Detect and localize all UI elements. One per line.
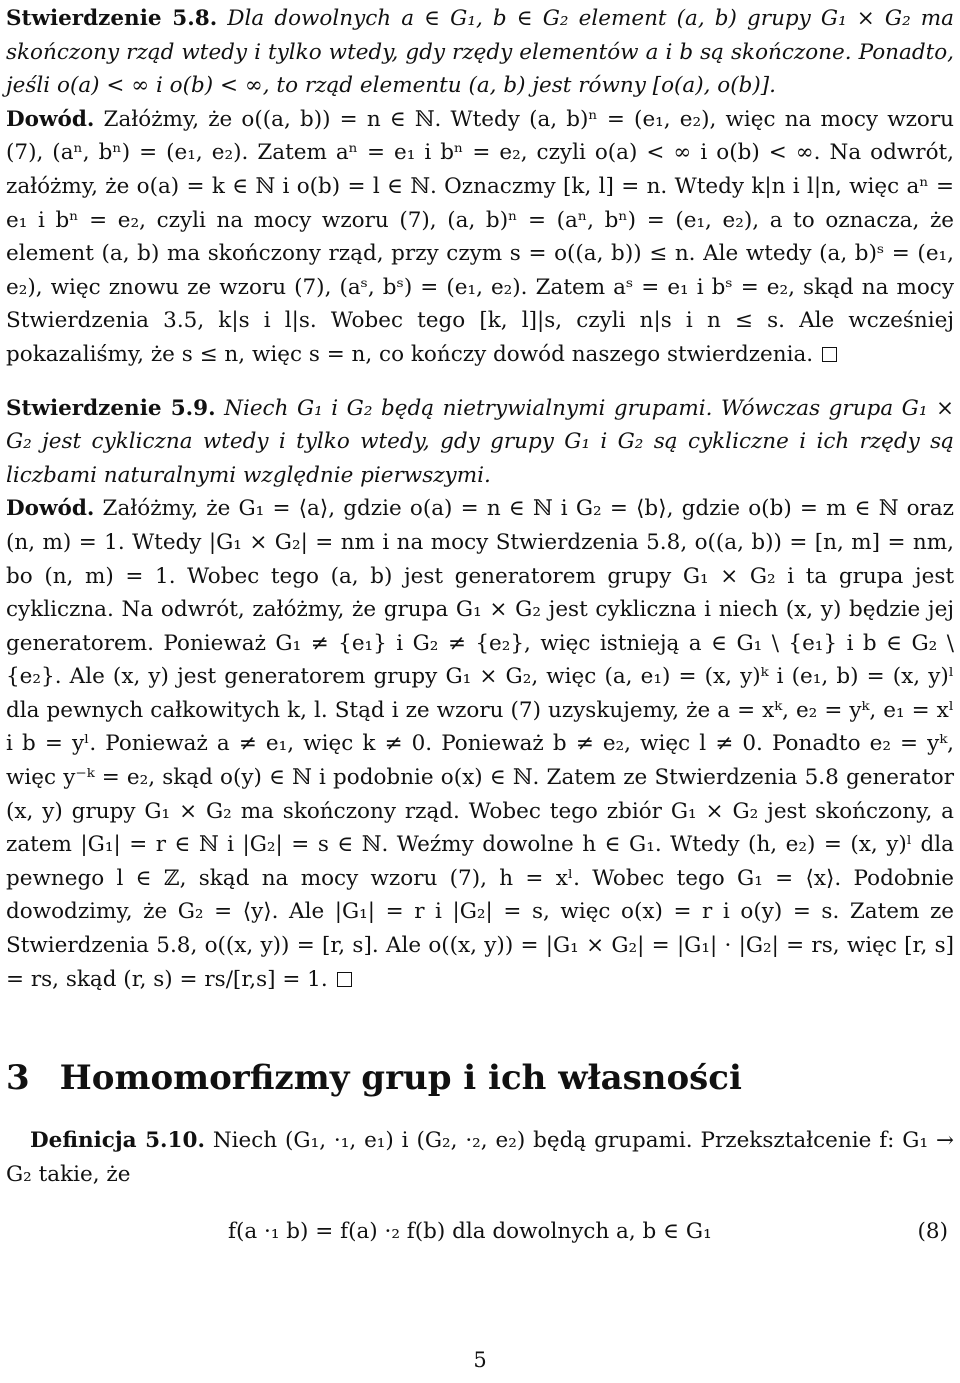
proof-5-9 bbox=[6, 492, 954, 996]
section-title: Homomorfizmy grup i ich własności bbox=[59, 1058, 742, 1099]
proof-label: Dowód. bbox=[6, 106, 95, 132]
statement-label: Stwierdzenie 5.9. bbox=[6, 395, 216, 421]
qed-square-icon bbox=[822, 347, 837, 362]
definition-label: Definicja 5.10. bbox=[30, 1128, 205, 1154]
statement-5-8 bbox=[6, 2, 954, 103]
proof-5-8 bbox=[6, 103, 954, 372]
proof-body: Załóżmy, że G₁ = ⟨a⟩, gdzie o(a) = n ∈ ℕ i G₂ = ⟨b⟩, gdzie o(b) = m ∈ ℕ oraz (n, m) = 1. Wtedy |G₁ × G₂| = nm i na mocy Stwierdzenia 5.8, o((a, b)) = [n, m] = nm, bo (n, m) = 1. Wobec tego (a, b) jest generatorem grupy G₁ × G₂ i ta grupa jest cykliczna. Na odwrót, załóżmy, że grupa G₁ × G₂ jest cykliczna i niech (x, y) będzie jej generatorem. Ponieważ G₁ ≠ {e₁} i G₂ ≠ {e₂}, więc istnieją a ∈ G₁ \ {e₁} i b ∈ G₂ \ {e₂}. Ale (x, y) jest generatorem grupy G₁ × G₂, więc (a, e₁) = (x, y)ᵏ i (e₁, b) = (x, y)ˡ dla pewnych całkowitych k, l. Stąd i ze wzoru (7) uzyskujemy, że a = xᵏ, e₂ = yᵏ, e₁ = xˡ i b = yˡ. Ponieważ a ≠ e₁, więc k ≠ 0. Ponieważ b ≠ e₂, więc l ≠ 0. Ponadto e₂ = yᵏ, więc y⁻ᵏ = e₂, skąd o(y) ∈ ℕ i podobnie o(x) ∈ ℕ. Zatem ze Stwierdzenia 5.8 generator (x, y) grupy G₁ × G₂ ma skończony rząd. Wobec tego zbiór G₁ × G₂ jest skończony, a zatem |G₁| = r ∈ ℕ i |G₂| = s ∈ ℕ. Weźmy dowolne h ∈ G₁. Wtedy (h, e₂) = (x, y)ˡ dla pewnego l ∈ ℤ, skąd na mocy wzoru (7), h = xˡ. Wobec tego G₁ = ⟨x⟩. Podobnie dowodzimy, że G₂ = ⟨y⟩. Ale |G₁| = r i |G₂| = s, więc o(x) = r i o(y) = s. Zatem ze Stwierdzenia 5.8, o((x, y)) = [r, s]. Ale o((x, y)) = |G₁ × G₂| = |G₁| · |G₂| = rs, więc [r, s] = rs, skąd (r, s) = rs/[r,s] = 1. bbox=[6, 496, 954, 992]
section-heading bbox=[6, 1056, 954, 1100]
statement-body: Dla dowolnych a ∈ G₁, b ∈ G₂ element (a, b) grupy G₁ × G₂ ma skończony rząd wtedy i tylko wtedy, gdy rzędy elementów a i b są skończone. Ponadto, jeśli o(a) < ∞ i o(b) < ∞, to rząd elementu (a, b) jest równy [o(a), o(b)]. bbox=[6, 6, 955, 99]
equation-formula: f(a ·₁ b) = f(a) ·₂ f(b) dla dowolnych a, b ∈ G₁ bbox=[228, 1219, 712, 1245]
statement-body: Niech G₁ i G₂ będą nietrywialnymi grupami. Wówczas grupa G₁ × G₂ jest cykliczna wtedy i tylko wtedy, gdy grupy G₁ i G₂ są cykliczne i ich rzędy są liczbami naturalnymi względnie pierwszymi. bbox=[6, 395, 954, 488]
definition-5-10 bbox=[6, 1124, 954, 1191]
equation-8 bbox=[6, 1215, 954, 1249]
definition-body: Niech (G₁, ·₁, e₁) i (G₂, ·₂, e₂) będą grupami. Przekształcenie f: G₁ → G₂ takie, że bbox=[6, 1128, 954, 1187]
section-number: 3 bbox=[6, 1058, 30, 1099]
proof-label: Dowód. bbox=[6, 496, 95, 522]
statement-5-9 bbox=[6, 392, 954, 493]
page-number: 5 bbox=[473, 1348, 487, 1372]
statement-label: Stwierdzenie 5.8. bbox=[6, 6, 218, 31]
proof-body: Załóżmy, że o((a, b)) = n ∈ ℕ. Wtedy (a, b)ⁿ = (e₁, e₂), więc na mocy wzoru (7), (aⁿ, bⁿ) = (e₁, e₂). Zatem aⁿ = e₁ i bⁿ = e₂, czyli o(a) < ∞ i o(b) < ∞. Na odwrót, załóżmy, że o(a) = k ∈ ℕ i o(b) = l ∈ ℕ. Oznaczmy [k, l] = n. Wtedy k|n i l|n, więc aⁿ = e₁ i bⁿ = e₂, czyli na mocy wzoru (7), (a, b)ⁿ = (aⁿ, bⁿ) = (e₁, e₂), a to oznacza, że element (a, b) ma skończony rząd, przy czym s = o((a, b)) ≤ n. Ale wtedy (a, b)ˢ = (e₁, e₂), więc znowu ze wzoru (7), (aˢ, bˢ) = (e₁, e₂). Zatem aˢ = e₁ i bˢ = e₂, skąd na mocy Stwierdzenia 3.5, k|s i l|s. Wobec tego [k, l]|s, czyli n|s i n ≤ s. Ale wcześniej pokazaliśmy, że s ≤ n, więc s = n, co kończy dowód naszego stwierdzenia. bbox=[6, 106, 955, 367]
equation-number: (8) bbox=[917, 1219, 948, 1245]
qed-square-icon bbox=[337, 972, 352, 987]
